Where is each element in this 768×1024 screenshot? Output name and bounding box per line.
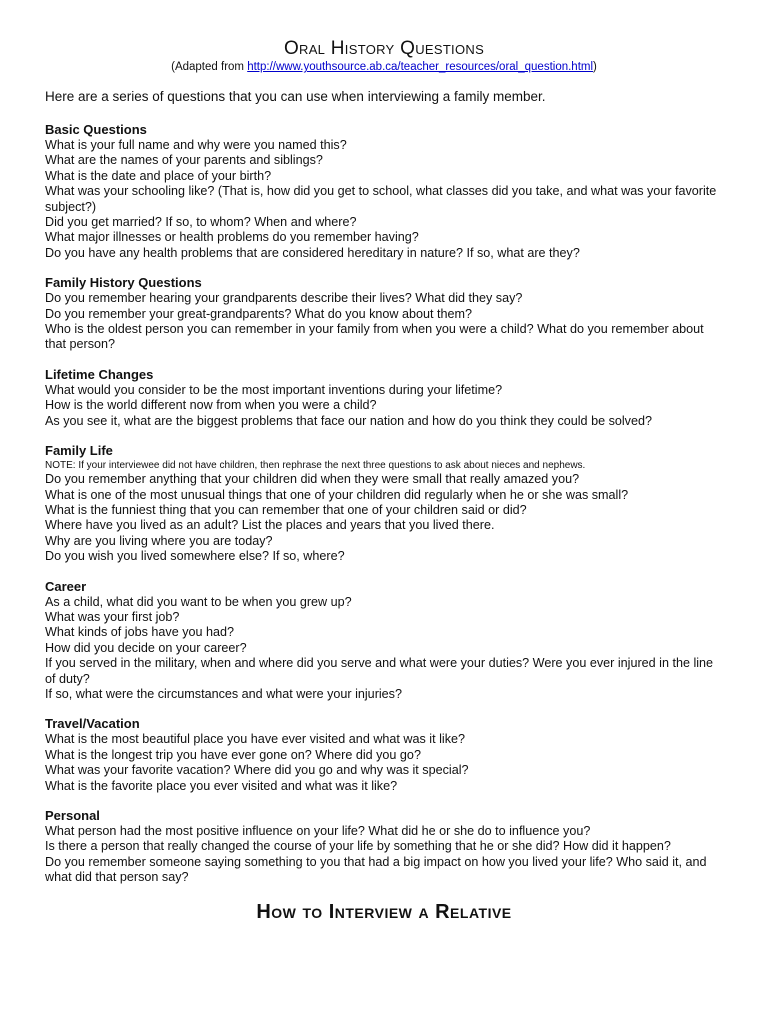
question-line: Do you have any health problems that are considered hereditary in nature? If so, what are they? (45, 245, 580, 260)
attribution-prefix: (Adapted from (171, 61, 248, 73)
next-section-title: How to Interview a Relative (256, 900, 512, 923)
question-line: Why are you living where you are today? (45, 533, 273, 548)
section-heading: Basic Questions (45, 122, 147, 137)
question-line: What kinds of jobs have you had? (45, 625, 235, 640)
question-line: What person had the most positive influence on your life? What did he or she do to influence you? (45, 824, 591, 838)
question-line: What is the favorite place you ever visited and what was it like? (45, 778, 398, 793)
question-line: What is your full name and why were you named this? (45, 138, 347, 152)
question-sections (45, 122, 723, 886)
question-line: Who is the oldest person you can remember in your family from when you were a child? What do you remember about that person? (45, 322, 704, 352)
question-line: What is the most beautiful place you have ever visited and what was it like? (45, 732, 466, 747)
question-line: What major illnesses or health problems do you remember having? (45, 230, 419, 245)
question-line: What is the funniest thing that you can remember that one of your children said or did? (45, 502, 527, 517)
question-line: If you served in the military, when and where did you serve and what were your duties? Were you ever injured in the line of duty? (45, 656, 714, 686)
question-line: As a child, what did you want to be when you grew up? (45, 594, 352, 609)
section-heading: Career (45, 578, 87, 594)
section-family-history-questions (45, 275, 723, 353)
question-line: Do you remember your great-grandparents? What do you know about them? (45, 306, 473, 321)
question-line: Did you get married? If so, to whom? When and where? (45, 215, 357, 230)
question-line: What would you consider to be the most important inventions during your lifetime? (45, 382, 503, 397)
question-line: Do you remember anything that your children did when they were small that really amazed you? (45, 472, 580, 487)
section-travel-vacation (45, 716, 723, 794)
question-line: What is the longest trip you have ever gone on? Where did you go? (45, 747, 421, 762)
section-basic-questions (45, 122, 723, 261)
section-personal (45, 808, 723, 886)
question-line: How is the world different now from when you were a child? (45, 398, 377, 413)
section-note: NOTE: If your interviewee did not have children, then rephrase the next three questions to ask about nieces and nephews. (45, 460, 586, 472)
question-line: Do you remember hearing your grandparents describe their lives? What did they say? (45, 291, 523, 306)
question-line: Do you wish you lived somewhere else? If so, where? (45, 549, 345, 564)
question-line: Do you remember someone saying something to you that had a big impact on how you lived your life? Who said it, and what did that person say? (45, 854, 707, 885)
question-line: As you see it, what are the biggest problems that face our nation and how do you think they could be solved? (45, 413, 652, 428)
section-lifetime-changes (45, 367, 723, 429)
page-title: Oral History Questions (283, 38, 485, 59)
question-line: What was your first job? (45, 609, 180, 624)
source-link[interactable]: http://www.youthsource.ab.ca/teacher_resources/oral_question.html (247, 61, 594, 73)
question-line: What was your schooling like? (That is, how did you get to school, what classes did you take, and what was your favorite subject?) (45, 184, 717, 214)
section-career (45, 579, 723, 703)
question-line: What was your favorite vacation? Where did you go and why was it special? (45, 763, 469, 778)
intro-text: Here are a series of questions that you can use when interviewing a family member. (45, 89, 546, 104)
section-heading: Lifetime Changes (45, 366, 154, 382)
section-heading: Personal (45, 808, 100, 823)
section-heading: Family History Questions (45, 275, 202, 291)
question-line: If so, what were the circumstances and what were your injuries? (45, 686, 402, 701)
question-line: Is there a person that really changed the course of your life by something that he or she did? How did it happen? (45, 839, 671, 854)
question-line: Where have you lived as an adult? List the places and years that you lived there. (45, 518, 495, 533)
attribution-suffix: ) (593, 61, 597, 73)
question-line: What is one of the most unusual things that one of your children did regularly when he or she was small? (45, 487, 629, 502)
question-line: What is the date and place of your birth? (45, 168, 272, 183)
source-attribution (45, 60, 723, 74)
section-heading: Family Life (45, 443, 113, 459)
section-heading: Travel/Vacation (45, 716, 140, 732)
section-family-life (45, 443, 723, 564)
question-line: How did you decide on your career? (45, 640, 247, 655)
question-line: What are the names of your parents and siblings? (45, 153, 323, 168)
